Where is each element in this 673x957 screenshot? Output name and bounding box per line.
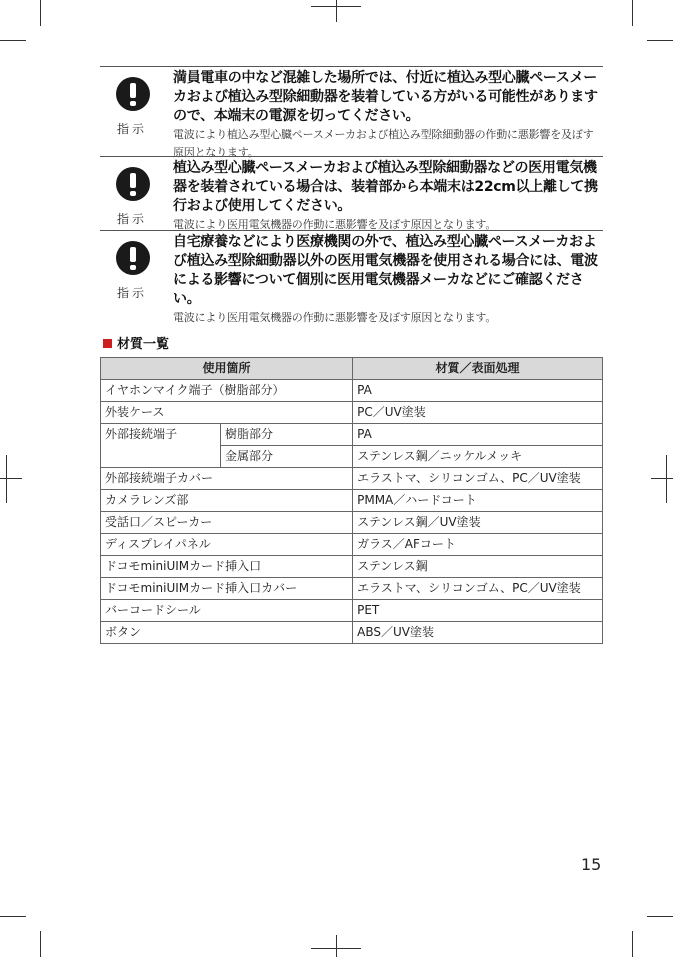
table-row xyxy=(101,380,603,402)
warning-heading: 植込み型心臓ペースメーカおよび植込み型除細動器などの医用電気機器を装着されている場合は、装着部から本端末は22cm以上離して携行および使用してください。 xyxy=(173,160,598,214)
part-cell: 外部接続端子カバー xyxy=(101,468,353,490)
section-title: 材質一覧 xyxy=(117,337,170,352)
warning-body: 電波により医用電気機器の作動に悪影響を及ぼす原因となります。 xyxy=(173,218,497,231)
part-cell: バーコードシール xyxy=(101,600,353,622)
table-row xyxy=(101,556,603,578)
material-cell: PA xyxy=(353,424,603,446)
material-cell: エラストマ、シリコンゴム、PC／UV塗装 xyxy=(353,578,603,600)
material-cell: ステンレス鋼／UV塗装 xyxy=(353,512,603,534)
part-cell: ドコモminiUIMカード挿入口 xyxy=(101,556,353,578)
part-cell: 外装ケース xyxy=(101,402,353,424)
subpart-cell: 樹脂部分 xyxy=(221,424,353,446)
material-cell: PET xyxy=(353,600,603,622)
warning-body: 電波により医用電気機器の作動に悪影響を及ぼす原因となります。 xyxy=(173,311,497,324)
material-cell: PMMA／ハードコート xyxy=(353,490,603,512)
material-cell: ABS／UV塗装 xyxy=(353,622,603,644)
table-row xyxy=(101,600,603,622)
exclamation-icon xyxy=(116,167,150,201)
part-cell: ディスプレイパネル xyxy=(101,534,353,556)
material-table xyxy=(100,357,603,644)
exclamation-icon xyxy=(116,241,150,275)
warning-label: 指示 xyxy=(117,122,148,136)
header-material: 材質／表面処理 xyxy=(353,358,603,380)
warning-block-1 xyxy=(100,66,603,161)
part-cell: 外部接続端子 xyxy=(101,424,221,468)
material-cell: ステンレス鋼 xyxy=(353,556,603,578)
table-row xyxy=(101,424,603,446)
part-cell: 受話口／スピーカー xyxy=(101,512,353,534)
material-cell: PC／UV塗装 xyxy=(353,402,603,424)
warning-heading: 自宅療養などにより医療機関の外で、植込み型心臓ペースメーカおよび植込み型除細動器以外の医用電気機器を使用される場合には、電波による影響について個別に医用電気機器メーカなどにご確認ください。 xyxy=(173,234,598,307)
header-part: 使用箇所 xyxy=(101,358,353,380)
material-cell: ステンレス鋼／ニッケルメッキ xyxy=(353,446,603,468)
section-heading xyxy=(103,333,169,352)
part-cell: カメラレンズ部 xyxy=(101,490,353,512)
part-cell: ボタン xyxy=(101,622,353,644)
warning-body: 電波により植込み型心臓ペースメーカおよび植込み型除細動器の作動に悪影響を及ぼす原因となります。 xyxy=(173,128,594,159)
square-marker-icon xyxy=(103,339,112,348)
warning-block-2 xyxy=(100,156,603,235)
table-row xyxy=(101,402,603,424)
warning-block-3 xyxy=(100,230,603,327)
part-cell: ドコモminiUIMカード挿入口カバー xyxy=(101,578,353,600)
material-cell: PA xyxy=(353,380,603,402)
warning-heading: 満員電車の中など混雑した場所では、付近に植込み型心臓ペースメーカおよび植込み型除細動器を装着している方がいる可能性がありますので、本端末の電源を切ってください。 xyxy=(173,70,598,124)
table-row xyxy=(101,468,603,490)
table-row xyxy=(101,490,603,512)
material-cell: エラストマ、シリコンゴム、PC／UV塗装 xyxy=(353,468,603,490)
page-number: 15 xyxy=(581,855,602,874)
material-cell: ガラス／AFコート xyxy=(353,534,603,556)
table-row xyxy=(101,512,603,534)
warning-label: 指示 xyxy=(117,286,148,300)
table-row xyxy=(101,578,603,600)
part-cell: イヤホンマイク端子（樹脂部分） xyxy=(101,380,353,402)
table-row xyxy=(101,622,603,644)
subpart-cell: 金属部分 xyxy=(221,446,353,468)
table-header-row xyxy=(101,358,603,380)
exclamation-icon xyxy=(116,77,150,111)
table-row xyxy=(101,534,603,556)
warning-label: 指示 xyxy=(117,212,148,226)
